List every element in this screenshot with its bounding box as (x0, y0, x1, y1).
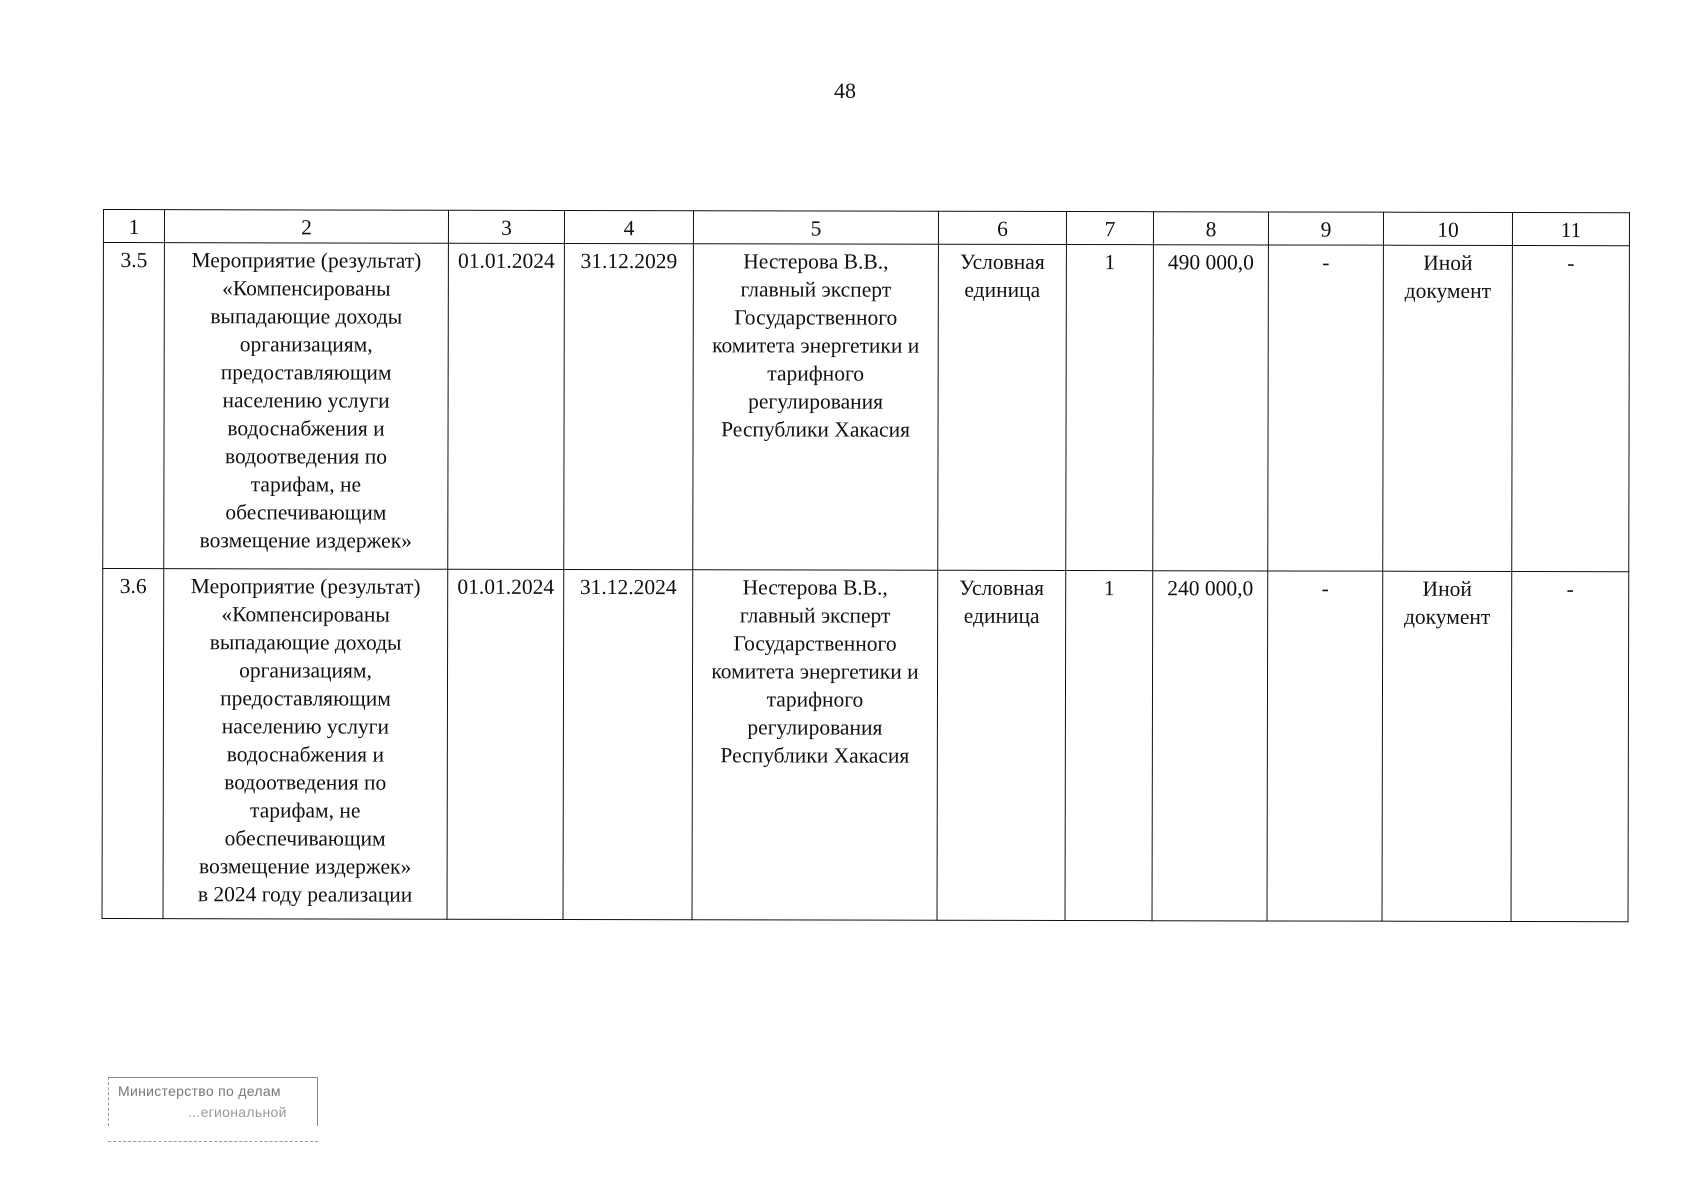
row-number: 3.5 (103, 243, 165, 569)
activity-line: водоснабжения и (226, 742, 385, 767)
document-line: документ (1403, 604, 1491, 629)
unit-of-measure (937, 570, 1066, 920)
cell-col-8: 490 000,0 (1153, 245, 1269, 571)
cell-col-7: 1 (1066, 245, 1154, 571)
activity-line: выпадающие доходы (209, 630, 402, 655)
document-type (1383, 245, 1513, 571)
start-date: 01.01.2024 (447, 569, 564, 919)
activity-line: возмещение издержек» (199, 528, 412, 553)
stamp-baseline (108, 1141, 318, 1142)
column-header: 4 (564, 210, 693, 243)
start-date: 01.01.2024 (448, 243, 565, 569)
activity-line: тарифам, не (250, 472, 362, 497)
document-line: документ (1404, 278, 1492, 303)
responsible-line: регулирования (747, 715, 883, 740)
activity-description (163, 569, 448, 920)
activity-line: водоотведения по (224, 444, 388, 469)
activities-table (102, 209, 1630, 922)
end-date: 31.12.2029 (564, 243, 694, 569)
unit-line: единица (963, 603, 1040, 628)
document-line: Иной (1423, 250, 1473, 275)
cell-col-7: 1 (1065, 571, 1153, 921)
table-row (103, 243, 1630, 572)
activity-line: организациям, (239, 332, 373, 357)
responsible-person (692, 570, 938, 921)
responsible-line: тарифного (767, 361, 865, 386)
activity-line: водоснабжения и (227, 416, 385, 441)
activity-description (164, 243, 449, 570)
cell-col-11: - (1511, 571, 1629, 921)
column-header: 9 (1268, 212, 1383, 245)
table-row (102, 569, 1629, 922)
activity-line: населению услуги (222, 388, 390, 413)
column-header: 1 (103, 210, 164, 243)
unit-line: единица (964, 277, 1041, 302)
document-line: Иной (1422, 576, 1472, 601)
registration-stamp (108, 1077, 318, 1147)
column-header: 6 (938, 211, 1066, 244)
activity-line: организациям, (239, 658, 372, 683)
unit-line: Условная (959, 249, 1045, 274)
cell-col-11: - (1512, 245, 1630, 571)
activity-line: выпадающие доходы (210, 304, 403, 329)
activity-line: предоставляющим (220, 686, 391, 711)
stamp-text-line: ...егиональной (188, 1104, 287, 1120)
responsible-line: Республики Хакасия (721, 417, 911, 442)
responsible-line: регулирования (748, 389, 884, 414)
activity-line: возмещение издержек» (198, 854, 412, 879)
column-header: 2 (164, 210, 448, 244)
activity-line: в 2024 году реализации (197, 882, 413, 907)
unit-of-measure (938, 244, 1067, 570)
responsible-line: Государственного (734, 305, 898, 330)
responsible-person (693, 244, 939, 571)
activity-line: предоставляющим (220, 360, 392, 385)
responsible-line: Нестерова В.В., (743, 249, 889, 274)
activity-line: обеспечивающим (225, 500, 387, 525)
responsible-line: Нестерова В.В., (742, 575, 888, 600)
responsible-line: Республики Хакасия (720, 743, 910, 768)
responsible-line: главный эксперт (739, 603, 891, 628)
column-header: 3 (448, 210, 564, 243)
column-header: 5 (693, 211, 938, 245)
responsible-line: комитета энергетики и (711, 659, 919, 684)
activity-line: Мероприятие (результат) (190, 574, 421, 599)
responsible-line: Государственного (733, 631, 897, 656)
activity-line: водоотведения по (224, 770, 387, 795)
responsible-line: главный эксперт (740, 277, 892, 302)
unit-line: Условная (959, 575, 1045, 600)
responsible-line: комитета энергетики и (712, 333, 920, 358)
column-header: 8 (1153, 212, 1268, 245)
cell-col-9: - (1267, 571, 1383, 921)
column-header: 11 (1512, 212, 1629, 245)
end-date: 31.12.2024 (563, 569, 693, 919)
activity-line: Мероприятие (результат) (191, 248, 422, 273)
activity-line: населению услуги (221, 714, 390, 739)
document-type (1382, 571, 1512, 921)
activity-line: «Компенсированы (221, 602, 390, 627)
responsible-line: тарифного (766, 687, 864, 712)
activity-line: тарифам, не (250, 798, 361, 823)
table-header-row (103, 210, 1629, 246)
column-header: 10 (1383, 212, 1512, 245)
column-header: 7 (1066, 212, 1153, 245)
stamp-text-line: Министерство по делам (118, 1083, 281, 1099)
cell-col-8: 240 000,0 (1152, 571, 1268, 921)
activity-line: обеспечивающим (224, 826, 386, 851)
cell-col-9: - (1268, 245, 1384, 571)
activity-line: «Компенсированы (222, 276, 391, 301)
row-number: 3.6 (102, 569, 164, 919)
page-number: 48 (834, 78, 856, 103)
